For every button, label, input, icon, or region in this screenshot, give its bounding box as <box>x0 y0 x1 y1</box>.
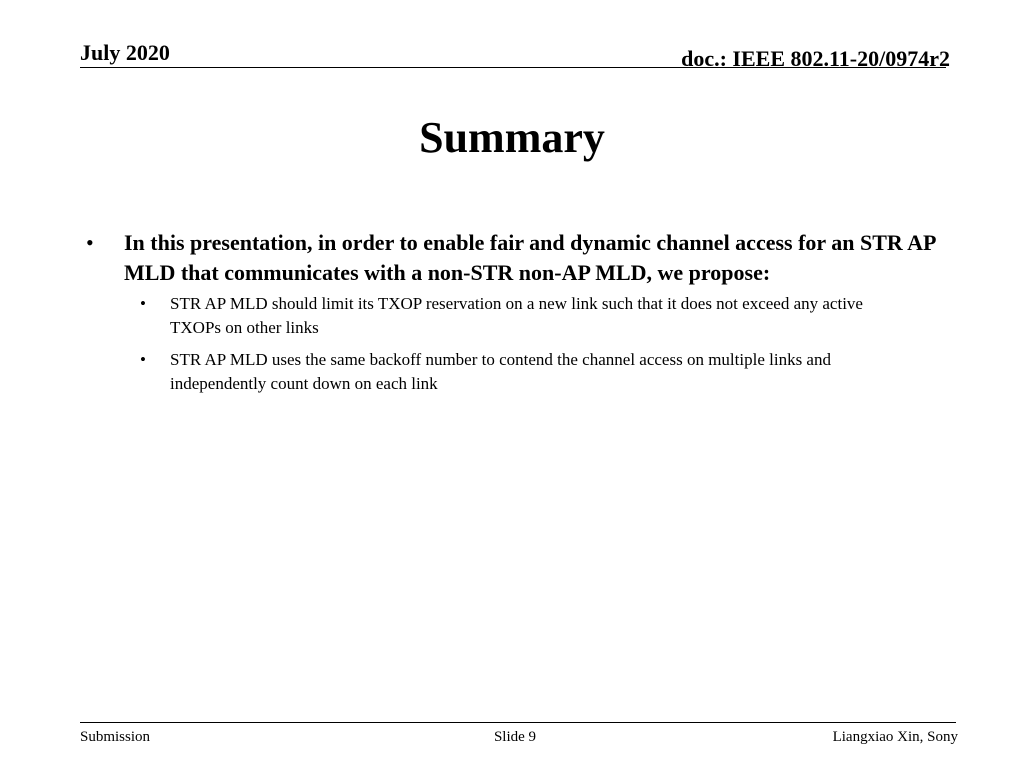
bullet-main <box>84 228 944 288</box>
sub-bullet-list <box>84 292 944 396</box>
sub-bullet-icon: • <box>140 350 146 369</box>
sub-bullet <box>84 292 870 340</box>
sub-bullet-text: STR AP MLD should limit its TXOP reservation on a new link such that it does not exceed any active TXOPs on other links <box>170 294 863 337</box>
slide-body <box>84 228 944 404</box>
footer-divider <box>80 722 956 723</box>
sub-bullet-icon: • <box>140 294 146 313</box>
slide-number: Slide 9 <box>493 729 537 745</box>
bullet-main-text: In this presentation, in order to enable fair and dynamic channel access for an STR AP MLD that communicates with a non-STR non-AP MLD, we propose: <box>124 230 936 285</box>
footer-author: Liangxiao Xin, Sony <box>832 729 958 745</box>
header-divider <box>80 67 946 68</box>
sub-bullet-text: STR AP MLD uses the same backoff number to contend the channel access on multiple links and independently count down on each link <box>170 350 831 393</box>
header-date: July 2020 <box>80 40 170 65</box>
footer-submission: Submission <box>80 729 151 745</box>
bullet-icon: • <box>86 230 94 255</box>
slide-title: Summary <box>419 113 605 162</box>
sub-bullet <box>84 348 870 396</box>
document-id: doc.: IEEE 802.11-20/0974r2 <box>681 46 950 71</box>
